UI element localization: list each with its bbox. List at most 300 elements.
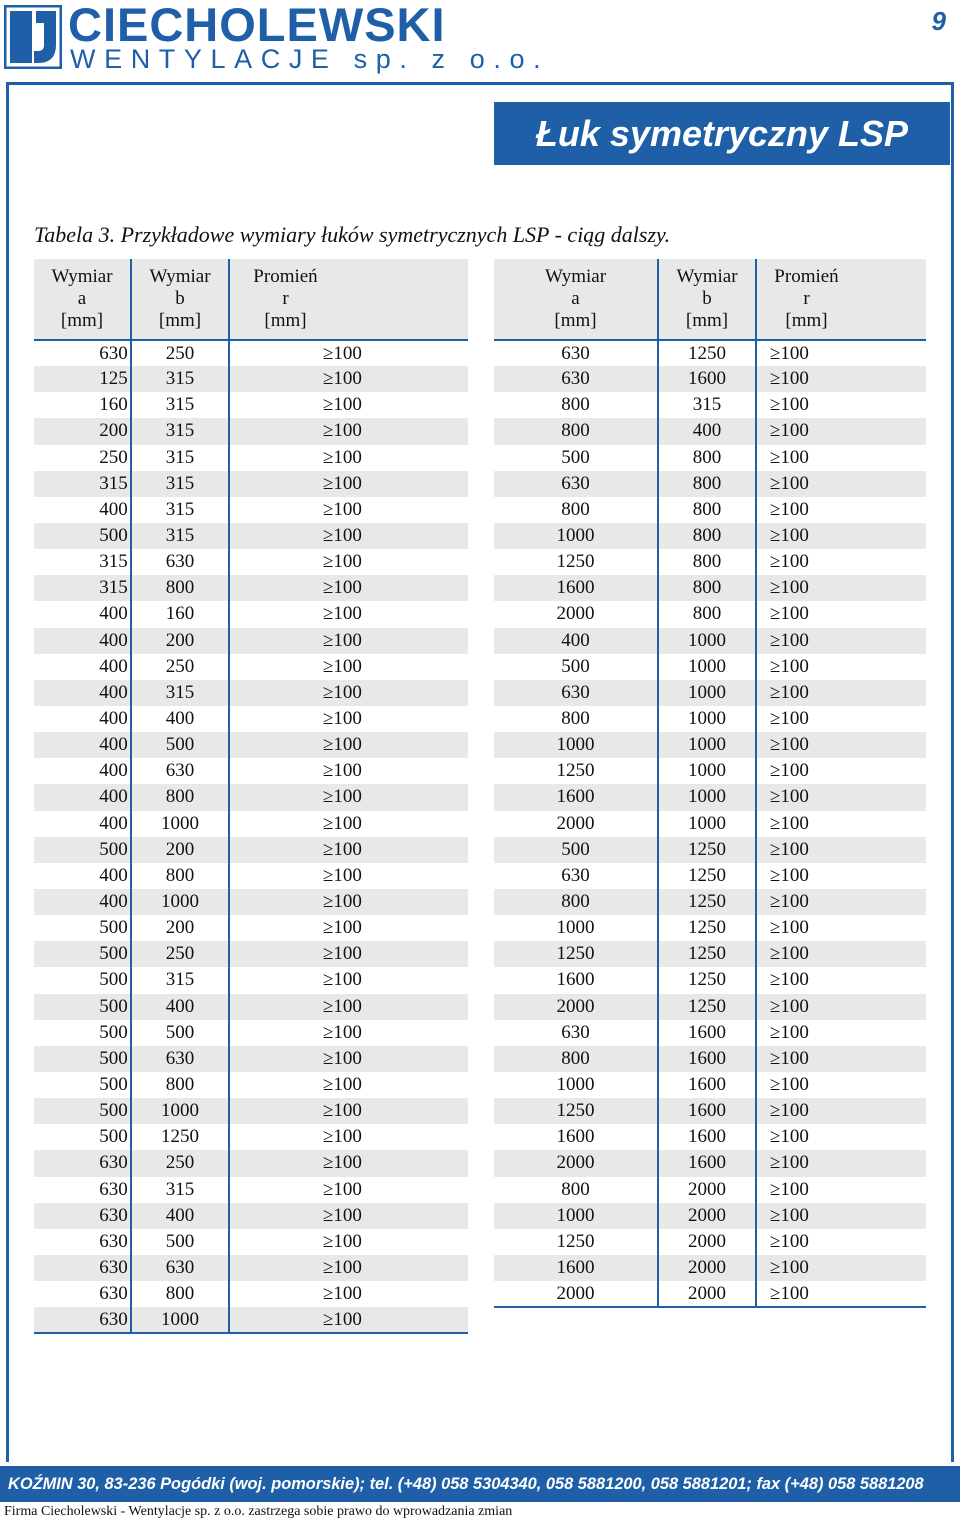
cell-r: ≥100 — [229, 889, 468, 915]
cell-b: 1000 — [131, 811, 229, 837]
cell-r: ≥100 — [323, 394, 362, 416]
table-row — [494, 863, 926, 889]
brand-name: CIECHOLEWSKI — [68, 0, 446, 51]
cell-b: 800 — [131, 1072, 229, 1098]
cell-b: 2000 — [658, 1177, 756, 1203]
table-row — [494, 601, 926, 627]
table-row — [494, 497, 926, 523]
table-row — [494, 758, 926, 784]
cell-b: 2000 — [658, 1255, 756, 1281]
cell-b: 800 — [658, 549, 756, 575]
cell-a: 400 — [34, 628, 131, 654]
cell-r: ≥100 — [323, 498, 362, 520]
cell-r: ≥100 — [770, 760, 809, 782]
cell-a: 630 — [34, 1281, 131, 1307]
cell-r: ≥100 — [756, 418, 926, 444]
cell-r: ≥100 — [756, 784, 926, 810]
cell-a: 500 — [34, 1098, 131, 1124]
table-row — [34, 1150, 468, 1176]
cell-b: 500 — [131, 732, 229, 758]
cell-a: 630 — [34, 1177, 131, 1203]
cell-a: 400 — [34, 863, 131, 889]
cell-a: 630 — [494, 863, 658, 889]
cell-r: ≥100 — [323, 864, 362, 886]
cell-b: 1600 — [658, 1072, 756, 1098]
table-row — [34, 1307, 468, 1333]
cell-b: 800 — [131, 784, 229, 810]
cell-r: ≥100 — [770, 864, 809, 886]
table-row — [494, 575, 926, 601]
table-row — [494, 706, 926, 732]
cell-b: 1600 — [658, 1046, 756, 1072]
table-row — [494, 732, 926, 758]
brand-subtitle: WENTYLACJE sp. z o.o. — [70, 44, 550, 74]
cell-b: 800 — [658, 471, 756, 497]
cell-r: ≥100 — [770, 1021, 809, 1043]
table-row — [34, 915, 468, 941]
cell-b: 800 — [658, 497, 756, 523]
cell-b: 1250 — [658, 915, 756, 941]
table-row — [34, 784, 468, 810]
cell-a: 500 — [34, 1124, 131, 1150]
cell-b: 1000 — [658, 784, 756, 810]
cell-r: ≥100 — [323, 1074, 362, 1095]
cell-a: 400 — [34, 758, 131, 784]
company-logo-icon — [4, 5, 62, 69]
cell-b: 315 — [131, 523, 229, 549]
cell-a: 1250 — [494, 758, 658, 784]
table-row — [34, 1020, 468, 1046]
cell-b: 1250 — [131, 1124, 229, 1150]
cell-b: 1250 — [658, 837, 756, 863]
cell-a: 800 — [494, 889, 658, 915]
header-wymiar-a: Wymiar a [mm] — [494, 259, 658, 340]
cell-a: 500 — [34, 1020, 131, 1046]
header-promien-r: Promień r [mm] — [756, 259, 926, 340]
cell-r: ≥100 — [229, 784, 468, 810]
cell-r: ≥100 — [756, 1255, 926, 1281]
table-row — [494, 1203, 926, 1229]
cell-a: 2000 — [494, 811, 658, 837]
cell-a: 630 — [494, 471, 658, 497]
cell-b: 400 — [131, 994, 229, 1020]
cell-b: 1000 — [658, 680, 756, 706]
cell-b: 630 — [131, 758, 229, 784]
cell-r: ≥100 — [756, 941, 926, 967]
cell-b: 400 — [658, 418, 756, 444]
table-row — [34, 549, 468, 575]
cell-a: 400 — [34, 732, 131, 758]
cell-b: 2000 — [658, 1281, 756, 1307]
cell-b: 250 — [131, 340, 229, 366]
cell-b: 1000 — [658, 732, 756, 758]
cell-b: 1000 — [658, 811, 756, 837]
cell-a: 630 — [34, 1229, 131, 1255]
cell-b: 1250 — [658, 941, 756, 967]
cell-r: ≥100 — [323, 1126, 362, 1148]
cell-r: ≥100 — [229, 1307, 468, 1333]
cell-a: 1600 — [494, 967, 658, 993]
table-row — [494, 837, 926, 863]
cell-r: ≥100 — [323, 655, 362, 677]
cell-r: ≥100 — [756, 1098, 926, 1124]
table-row — [34, 680, 468, 706]
cell-r: ≥100 — [229, 941, 468, 967]
table-header-row — [494, 259, 926, 340]
cell-a: 1000 — [494, 1203, 658, 1229]
cell-r: ≥100 — [770, 551, 809, 573]
table-row — [34, 837, 468, 863]
cell-r: ≥100 — [756, 1281, 926, 1307]
cell-r: ≥100 — [323, 969, 362, 991]
cell-b: 315 — [131, 366, 229, 392]
table-row — [494, 811, 926, 837]
table-row — [34, 628, 468, 654]
table-row — [494, 1020, 926, 1046]
cell-r: ≥100 — [229, 1203, 468, 1229]
cell-r: ≥100 — [756, 889, 926, 915]
cell-a: 500 — [34, 941, 131, 967]
cell-r: ≥100 — [770, 1230, 809, 1252]
cell-r: ≥100 — [323, 446, 362, 468]
cell-r: ≥100 — [229, 680, 468, 706]
cell-b: 1000 — [131, 1307, 229, 1333]
cell-a: 500 — [34, 1072, 131, 1098]
cell-r: ≥100 — [229, 837, 468, 863]
cell-b: 1000 — [658, 628, 756, 654]
cell-b: 315 — [131, 418, 229, 444]
cell-b: 1250 — [658, 340, 756, 366]
cell-r: ≥100 — [756, 732, 926, 758]
cell-a: 400 — [34, 654, 131, 680]
cell-a: 630 — [34, 1307, 131, 1333]
table-row — [34, 1046, 468, 1072]
cell-a: 200 — [34, 418, 131, 444]
table-row — [494, 1177, 926, 1203]
cell-b: 800 — [131, 863, 229, 889]
table-row — [494, 1124, 926, 1150]
cell-a: 1000 — [494, 732, 658, 758]
dimensions-table-left — [34, 259, 468, 1334]
cell-a: 2000 — [494, 1281, 658, 1307]
cell-b: 1000 — [658, 706, 756, 732]
cell-r: ≥100 — [323, 1178, 362, 1200]
table-row — [494, 654, 926, 680]
table-row — [494, 366, 926, 392]
cell-a: 1250 — [494, 941, 658, 967]
cell-a: 630 — [494, 366, 658, 392]
cell-r: ≥100 — [229, 994, 468, 1020]
table-row — [494, 941, 926, 967]
cell-a: 500 — [34, 994, 131, 1020]
cell-a: 500 — [34, 915, 131, 941]
cell-r: ≥100 — [756, 628, 926, 654]
cell-r: ≥100 — [756, 471, 926, 497]
cell-r: ≥100 — [323, 551, 362, 573]
cell-b: 1600 — [658, 1098, 756, 1124]
table-row — [34, 994, 468, 1020]
cell-r: ≥100 — [323, 342, 362, 364]
cell-r: ≥100 — [756, 1150, 926, 1176]
cell-b: 400 — [131, 1203, 229, 1229]
cell-b: 200 — [131, 837, 229, 863]
table-row — [34, 1124, 468, 1150]
table-row — [34, 706, 468, 732]
cell-a: 400 — [494, 628, 658, 654]
cell-r: ≥100 — [770, 1126, 809, 1148]
cell-a: 160 — [34, 392, 131, 418]
cell-a: 1250 — [494, 1229, 658, 1255]
header-wymiar-b: Wymiar b [mm] — [131, 259, 229, 340]
table-row — [494, 889, 926, 915]
header-wymiar-a: Wymiar a [mm] — [34, 259, 131, 340]
cell-r: ≥100 — [756, 575, 926, 601]
table-row — [34, 889, 468, 915]
cell-a: 1000 — [494, 915, 658, 941]
table-row — [34, 1072, 468, 1098]
cell-b: 1000 — [131, 1098, 229, 1124]
cell-a: 630 — [494, 340, 658, 366]
cell-b: 250 — [131, 654, 229, 680]
cell-a: 2000 — [494, 1150, 658, 1176]
cell-b: 630 — [131, 1046, 229, 1072]
cell-b: 800 — [658, 575, 756, 601]
cell-b: 315 — [131, 392, 229, 418]
cell-b: 315 — [131, 445, 229, 471]
cell-r: ≥100 — [756, 523, 926, 549]
table-row — [494, 471, 926, 497]
cell-r: ≥100 — [770, 708, 809, 730]
cell-b: 500 — [131, 1020, 229, 1046]
table-row — [34, 601, 468, 627]
cell-b: 315 — [131, 1177, 229, 1203]
cell-a: 630 — [494, 680, 658, 706]
table-row — [494, 418, 926, 444]
header-promien-r: Promień r [mm] — [229, 259, 468, 340]
cell-a: 800 — [494, 392, 658, 418]
table-row — [34, 418, 468, 444]
table-row — [494, 340, 926, 366]
table-caption: Tabela 3. Przykładowe wymiary łuków symetrycznych LSP - ciąg dalszy. — [34, 222, 671, 247]
table-row — [34, 1098, 468, 1124]
table-row — [494, 967, 926, 993]
footer-address: KOŹMIN 30, 83-236 Pogódki (woj. pomorskie); tel. (+48) 058 5304340, 058 5881200, 058 5881201; fax (+48) 058 5881208 — [0, 1466, 960, 1502]
table-row — [494, 1046, 926, 1072]
cell-a: 400 — [34, 706, 131, 732]
cell-a: 500 — [34, 523, 131, 549]
cell-a: 1000 — [494, 523, 658, 549]
cell-b: 800 — [658, 445, 756, 471]
table-row — [34, 1281, 468, 1307]
table-row — [34, 1255, 468, 1281]
table-row — [494, 994, 926, 1020]
cell-r: ≥100 — [770, 394, 809, 416]
cell-a: 400 — [34, 497, 131, 523]
cell-r: ≥100 — [770, 969, 809, 991]
cell-b: 315 — [131, 471, 229, 497]
cell-b: 1600 — [658, 1150, 756, 1176]
cell-r: ≥100 — [770, 342, 809, 364]
cell-a: 1000 — [494, 1072, 658, 1098]
table-row — [494, 1281, 926, 1307]
cell-b: 315 — [131, 967, 229, 993]
cell-b: 2000 — [658, 1229, 756, 1255]
footer-note: Firma Ciecholewski - Wentylacje sp. z o.o. zastrzega sobie prawo do wprowadzania zmian — [4, 1504, 513, 1519]
table-row — [494, 523, 926, 549]
cell-r: ≥100 — [323, 603, 362, 625]
table-row — [34, 758, 468, 784]
table-row — [34, 732, 468, 758]
cell-r: ≥100 — [323, 1283, 362, 1305]
cell-b: 630 — [131, 1255, 229, 1281]
cell-b: 200 — [131, 915, 229, 941]
table-row — [34, 941, 468, 967]
cell-r: ≥100 — [229, 732, 468, 758]
cell-r: ≥100 — [229, 1098, 468, 1124]
cell-a: 400 — [34, 680, 131, 706]
cell-a: 315 — [34, 575, 131, 601]
page-number: 9 — [931, 6, 946, 36]
cell-a: 1250 — [494, 549, 658, 575]
cell-a: 1250 — [494, 1098, 658, 1124]
cell-r: ≥100 — [229, 523, 468, 549]
table-row — [494, 680, 926, 706]
table-row — [494, 628, 926, 654]
cell-b: 250 — [131, 941, 229, 967]
cell-r: ≥100 — [770, 917, 809, 939]
table-row — [34, 1229, 468, 1255]
cell-b: 315 — [658, 392, 756, 418]
cell-b: 2000 — [658, 1203, 756, 1229]
page-title: Łuk symetryczny LSP — [494, 102, 950, 165]
cell-a: 500 — [34, 967, 131, 993]
table-row — [34, 811, 468, 837]
cell-r: ≥100 — [770, 812, 809, 834]
table-row — [34, 1203, 468, 1229]
table-row — [494, 445, 926, 471]
cell-r: ≥100 — [229, 575, 468, 601]
table-row — [494, 784, 926, 810]
cell-r: ≥100 — [323, 812, 362, 834]
cell-a: 800 — [494, 1177, 658, 1203]
cell-a: 500 — [494, 837, 658, 863]
cell-a: 400 — [34, 889, 131, 915]
table-row — [494, 1255, 926, 1281]
cell-r: ≥100 — [770, 446, 809, 468]
cell-r: ≥100 — [323, 917, 362, 939]
table-row — [34, 497, 468, 523]
cell-b: 160 — [131, 601, 229, 627]
table-row — [34, 863, 468, 889]
cell-a: 1600 — [494, 1255, 658, 1281]
cell-r: ≥100 — [229, 628, 468, 654]
table-row — [34, 366, 468, 392]
table-row — [34, 445, 468, 471]
cell-a: 800 — [494, 418, 658, 444]
cell-r: ≥100 — [770, 603, 809, 625]
cell-b: 1250 — [658, 863, 756, 889]
table-row — [34, 967, 468, 993]
cell-a: 315 — [34, 549, 131, 575]
dimensions-table-right — [494, 259, 926, 1308]
cell-r: ≥100 — [229, 1046, 468, 1072]
table-row — [494, 1229, 926, 1255]
cell-r: ≥100 — [756, 680, 926, 706]
cell-b: 500 — [131, 1229, 229, 1255]
cell-r: ≥100 — [323, 1021, 362, 1043]
cell-b: 250 — [131, 1150, 229, 1176]
cell-a: 800 — [494, 497, 658, 523]
table-row — [494, 549, 926, 575]
cell-a: 400 — [34, 811, 131, 837]
cell-a: 2000 — [494, 601, 658, 627]
cell-a: 630 — [34, 340, 131, 366]
cell-a: 630 — [34, 1255, 131, 1281]
cell-a: 500 — [494, 654, 658, 680]
cell-r: ≥100 — [756, 1203, 926, 1229]
table-row — [34, 471, 468, 497]
cell-r: ≥100 — [770, 655, 809, 677]
cell-r: ≥100 — [229, 1255, 468, 1281]
table-row — [494, 1072, 926, 1098]
cell-b: 1600 — [658, 366, 756, 392]
cell-r: ≥100 — [323, 1230, 362, 1252]
table-body-left — [34, 340, 468, 1333]
cell-r: ≥100 — [770, 1074, 809, 1095]
table-row — [494, 1098, 926, 1124]
cell-a: 1600 — [494, 575, 658, 601]
cell-a: 250 — [34, 445, 131, 471]
cell-b: 800 — [658, 601, 756, 627]
cell-b: 1250 — [658, 889, 756, 915]
table-row — [494, 392, 926, 418]
cell-a: 630 — [494, 1020, 658, 1046]
cell-b: 1000 — [131, 889, 229, 915]
cell-b: 315 — [131, 497, 229, 523]
cell-b: 1000 — [658, 758, 756, 784]
cell-b: 1000 — [658, 654, 756, 680]
cell-r: ≥100 — [323, 760, 362, 782]
cell-a: 125 — [34, 366, 131, 392]
cell-b: 1250 — [658, 994, 756, 1020]
table-row — [34, 392, 468, 418]
cell-b: 400 — [131, 706, 229, 732]
table-row — [34, 523, 468, 549]
cell-b: 200 — [131, 628, 229, 654]
cell-a: 400 — [34, 601, 131, 627]
cell-a: 1600 — [494, 784, 658, 810]
cell-r: ≥100 — [229, 471, 468, 497]
header-wymiar-b: Wymiar b [mm] — [658, 259, 756, 340]
cell-b: 1600 — [658, 1124, 756, 1150]
cell-r: ≥100 — [756, 1046, 926, 1072]
table-row — [34, 340, 468, 366]
cell-a: 500 — [34, 1046, 131, 1072]
cell-r: ≥100 — [756, 994, 926, 1020]
table-row — [34, 654, 468, 680]
cell-a: 500 — [34, 837, 131, 863]
cell-b: 800 — [131, 575, 229, 601]
cell-b: 1600 — [658, 1020, 756, 1046]
cell-a: 315 — [34, 471, 131, 497]
cell-a: 630 — [34, 1150, 131, 1176]
table-row — [494, 1150, 926, 1176]
cell-b: 800 — [131, 1281, 229, 1307]
cell-r: ≥100 — [323, 708, 362, 730]
table-row — [34, 575, 468, 601]
cell-a: 630 — [34, 1203, 131, 1229]
cell-b: 1250 — [658, 967, 756, 993]
